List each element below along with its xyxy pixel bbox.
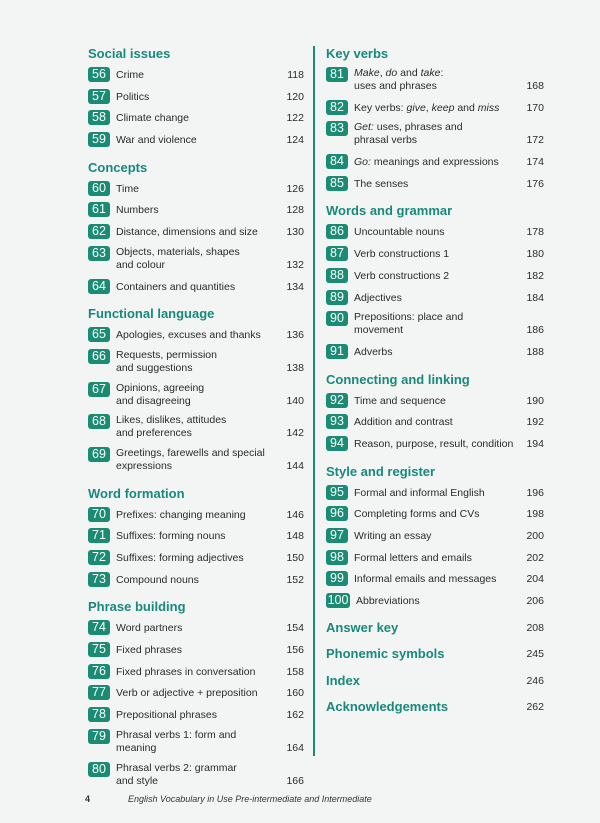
page-number: 164 xyxy=(286,741,304,754)
page-number: 172 xyxy=(526,134,544,147)
unit-number-badge: 81 xyxy=(326,67,348,82)
unit-entry-71[interactable] xyxy=(88,525,304,547)
page-number: 166 xyxy=(286,774,304,787)
unit-title xyxy=(354,156,514,169)
unit-number-badge: 77 xyxy=(88,685,110,700)
page-number: 138 xyxy=(286,361,304,374)
section-title: Answer key xyxy=(326,619,399,635)
unit-number-badge: 62 xyxy=(88,224,110,239)
title-segment: and xyxy=(454,101,478,114)
unit-entry-58[interactable] xyxy=(88,107,304,129)
unit-title xyxy=(354,346,514,359)
unit-title xyxy=(116,509,274,522)
page-number: 128 xyxy=(286,204,304,217)
unit-number-badge: 88 xyxy=(326,268,348,283)
unit-entry-99[interactable] xyxy=(326,568,544,590)
unit-number-badge: 96 xyxy=(326,506,348,521)
page-number: 200 xyxy=(526,530,544,542)
unit-title xyxy=(116,729,274,755)
unit-entry-74[interactable] xyxy=(88,617,304,639)
title-segment: give xyxy=(406,101,426,114)
title-segment: uses, phrases and xyxy=(373,121,463,134)
title-segment: Fixed phrases in conversation xyxy=(116,665,256,678)
page-number: 118 xyxy=(287,69,304,81)
unit-entry-66[interactable] xyxy=(88,346,304,379)
title-segment: Fixed phrases xyxy=(116,644,182,657)
title-segment: Climate change xyxy=(116,112,189,125)
title-segment: Time xyxy=(116,182,139,195)
unit-number-badge: 66 xyxy=(88,349,110,364)
title-segment: Crime xyxy=(116,69,144,81)
unit-title xyxy=(354,226,514,239)
title-segment: Adverbs xyxy=(354,345,393,358)
unit-title xyxy=(116,762,274,788)
title-segment: and xyxy=(397,67,421,79)
title-segment: meanings and expressions xyxy=(370,156,499,169)
page-number: 204 xyxy=(526,573,544,586)
unit-number-badge: 100 xyxy=(327,593,349,608)
contents-column-left xyxy=(88,44,304,791)
title-segment: Numbers xyxy=(116,204,159,217)
page-number: 196 xyxy=(526,486,544,499)
unit-number-badge: 90 xyxy=(326,311,348,326)
page-number: 245 xyxy=(526,648,544,661)
title-segment: Time and sequence xyxy=(354,394,446,407)
unit-title xyxy=(354,552,514,565)
page-number: 156 xyxy=(286,644,304,657)
title-segment: Reason, purpose, result, condition xyxy=(354,437,514,450)
unit-entry-90[interactable] xyxy=(326,308,544,341)
unit-entry-92[interactable] xyxy=(326,390,544,412)
title-segment: War and violence xyxy=(116,134,197,147)
unit-number-badge: 79 xyxy=(88,729,110,744)
title-segment: The senses xyxy=(354,177,409,190)
unit-entry-85[interactable] xyxy=(326,173,544,195)
unit-title xyxy=(354,292,514,305)
unit-entry-57[interactable] xyxy=(88,86,304,108)
page-number: 208 xyxy=(526,621,544,634)
title-segment: Go: xyxy=(354,156,371,169)
unit-title xyxy=(116,329,274,342)
page-number: 188 xyxy=(526,345,544,358)
unit-title xyxy=(354,102,514,115)
page-number: 148 xyxy=(286,530,304,543)
title-segment: Opinions, agreeing xyxy=(116,381,205,394)
unit-number-badge: 99 xyxy=(326,571,348,586)
unit-number-badge: 86 xyxy=(326,224,348,239)
page-number: 140 xyxy=(286,394,304,407)
section-title: Acknowledgements xyxy=(326,699,449,715)
title-segment: Objects, materials, shapes xyxy=(116,245,240,258)
section-heading-functional-language[interactable]: Functional language xyxy=(88,306,215,322)
unit-entry-79[interactable] xyxy=(88,726,304,759)
unit-entry-77[interactable] xyxy=(88,682,304,704)
section-heading-style-and-register[interactable]: Style and register xyxy=(326,463,436,479)
page-number: 186 xyxy=(526,324,544,337)
unit-title xyxy=(354,530,514,543)
page-number: 176 xyxy=(526,177,544,190)
unit-number-badge: 65 xyxy=(88,327,110,342)
footer-book-title: English Vocabulary in Use Pre-intermediate and Intermediate xyxy=(128,794,372,804)
footer-page-number: 4 xyxy=(85,794,91,804)
title-segment: Formal letters and emails xyxy=(354,551,472,564)
section-heading-words-and-grammar[interactable]: Words and grammar xyxy=(326,203,453,219)
unit-entry-56[interactable] xyxy=(88,64,304,86)
title-segment: , xyxy=(425,101,432,114)
unit-entry-81[interactable] xyxy=(326,64,544,97)
title-segment: Make xyxy=(354,67,380,79)
unit-number-badge: 82 xyxy=(326,100,348,115)
title-segment: Apologies, excuses and thanks xyxy=(116,329,261,342)
title-segment: Politics xyxy=(116,90,150,103)
title-segment: , xyxy=(379,67,386,79)
unit-number-badge: 87 xyxy=(326,246,348,261)
title-segment: Word partners xyxy=(116,622,183,635)
page-number: 198 xyxy=(526,508,544,521)
unit-title xyxy=(116,574,274,587)
unit-title xyxy=(116,530,274,543)
title-segment: Containers and quantities xyxy=(116,280,236,293)
page-number: 174 xyxy=(526,156,544,169)
unit-entry-96[interactable] xyxy=(326,503,544,525)
page-number: 146 xyxy=(286,508,304,521)
page-number: 246 xyxy=(526,674,544,687)
unit-title xyxy=(116,281,274,294)
unit-title xyxy=(356,595,514,608)
title-segment: Compound nouns xyxy=(116,573,199,586)
page-number: 126 xyxy=(286,182,304,195)
unit-entry-68[interactable] xyxy=(88,411,304,444)
unit-number-badge: 84 xyxy=(326,154,348,169)
unit-number-badge: 72 xyxy=(88,550,110,565)
title-segment: Uncountable nouns xyxy=(354,226,445,239)
unit-title xyxy=(116,552,274,565)
unit-title xyxy=(354,508,514,521)
unit-entry-62[interactable] xyxy=(88,221,304,243)
page-number: 144 xyxy=(286,459,304,472)
page-number: 192 xyxy=(526,416,544,429)
title-segment: and style xyxy=(116,774,159,787)
unit-entry-97[interactable] xyxy=(326,525,544,547)
unit-title xyxy=(354,311,514,337)
unit-number-badge: 74 xyxy=(88,620,110,635)
unit-number-badge: 94 xyxy=(326,436,348,451)
unit-entry-59[interactable] xyxy=(88,129,304,151)
unit-title xyxy=(116,644,274,657)
unit-title xyxy=(354,573,514,586)
unit-title xyxy=(116,447,274,473)
page-number: 184 xyxy=(526,291,544,304)
page-number: 182 xyxy=(526,269,544,282)
unit-number-badge: 97 xyxy=(326,528,348,543)
title-segment: : xyxy=(440,67,444,79)
title-segment: Prefixes: changing meaning xyxy=(116,508,246,521)
unit-number-badge: 93 xyxy=(326,414,348,429)
section-heading-social-issues[interactable]: Social issues xyxy=(88,46,171,61)
page-number: 180 xyxy=(526,248,544,261)
title-segment: and suggestions xyxy=(116,361,193,374)
unit-entry-73[interactable] xyxy=(88,569,304,591)
unit-entry-60[interactable] xyxy=(88,178,304,200)
section-heading-word-formation[interactable]: Word formation xyxy=(88,485,185,501)
unit-title xyxy=(116,349,274,375)
unit-title xyxy=(116,226,274,239)
unit-entry-95[interactable] xyxy=(326,482,544,504)
title-segment: Greetings, farewells and special xyxy=(116,446,265,459)
title-segment: phrasal verbs xyxy=(354,134,418,147)
section-heading-key-verbs[interactable]: Key verbs xyxy=(326,46,389,61)
unit-entry-89[interactable] xyxy=(326,287,544,309)
page-number: 142 xyxy=(286,427,304,440)
unit-entry-67[interactable] xyxy=(88,379,304,412)
page-number: 132 xyxy=(286,258,304,271)
unit-title xyxy=(116,709,274,722)
unit-number-badge: 91 xyxy=(326,344,348,359)
section-title: Phonemic symbols xyxy=(326,646,445,662)
unit-number-badge: 98 xyxy=(326,550,348,565)
unit-title xyxy=(116,687,274,700)
unit-entry-100[interactable] xyxy=(326,590,544,612)
page-number: 136 xyxy=(286,329,304,342)
unit-entry-65[interactable] xyxy=(88,324,304,346)
unit-title xyxy=(116,246,274,272)
unit-number-badge: 68 xyxy=(88,414,110,429)
page-number: 152 xyxy=(286,573,304,586)
unit-title xyxy=(354,270,514,283)
title-segment: Likes, dislikes, attitudes xyxy=(116,414,227,427)
page-number: 124 xyxy=(286,134,304,147)
title-segment: Adjectives xyxy=(354,291,402,304)
unit-entry-82[interactable] xyxy=(326,97,544,119)
unit-entry-69[interactable] xyxy=(88,444,304,477)
unit-entry-88[interactable] xyxy=(326,265,544,287)
unit-title xyxy=(354,438,514,451)
unit-number-badge: 85 xyxy=(326,176,348,191)
unit-entry-80[interactable] xyxy=(88,759,304,792)
unit-title xyxy=(116,204,274,217)
title-segment: and disagreeing xyxy=(116,394,191,407)
unit-title xyxy=(116,382,274,408)
page-number: 120 xyxy=(286,90,304,103)
page-number: 122 xyxy=(286,112,304,125)
unit-entry-76[interactable] xyxy=(88,661,304,683)
page-number: 202 xyxy=(526,551,544,564)
unit-entry-87[interactable] xyxy=(326,243,544,265)
title-segment: Prepositional phrases xyxy=(116,709,217,722)
unit-number-badge: 57 xyxy=(88,89,110,104)
unit-entry-61[interactable] xyxy=(88,199,304,221)
title-segment: Prepositions: place and movement xyxy=(354,311,464,337)
title-segment: Phrasal verbs 2: grammar xyxy=(116,761,237,774)
unit-number-badge: 58 xyxy=(88,110,110,125)
title-segment: take xyxy=(420,67,441,79)
title-segment: and colour xyxy=(116,258,166,271)
title-segment: do xyxy=(385,67,398,79)
unit-title xyxy=(354,248,514,261)
unit-number-badge: 71 xyxy=(88,528,110,543)
unit-title xyxy=(116,414,274,440)
title-segment: Suffixes: forming nouns xyxy=(116,530,226,543)
unit-entry-83[interactable] xyxy=(326,118,544,151)
unit-entry-86[interactable] xyxy=(326,221,544,243)
column-divider xyxy=(313,46,315,756)
page-number: 150 xyxy=(286,552,304,564)
page-number: 194 xyxy=(526,437,544,450)
section-heading-acknowledgements[interactable] xyxy=(326,697,544,718)
unit-title xyxy=(116,69,274,82)
page-number: 262 xyxy=(526,701,544,714)
page-number: 154 xyxy=(286,622,304,635)
title-segment: and preferences xyxy=(116,427,192,440)
page-number: 178 xyxy=(526,226,544,239)
title-segment: keep xyxy=(431,101,455,114)
section-heading-connecting-and-linking[interactable]: Connecting and linking xyxy=(326,371,470,387)
title-segment: expressions xyxy=(116,459,173,472)
unit-number-badge: 63 xyxy=(88,246,110,261)
unit-entry-94[interactable] xyxy=(326,433,544,455)
title-segment: Abbreviations xyxy=(356,595,420,608)
unit-entry-64[interactable] xyxy=(88,276,304,298)
unit-entry-84[interactable] xyxy=(326,151,544,173)
title-segment: Completing forms and CVs xyxy=(354,508,480,521)
unit-entry-93[interactable] xyxy=(326,411,544,433)
title-segment: Verb constructions 1 xyxy=(354,248,450,261)
page-number: 170 xyxy=(526,101,544,114)
unit-number-badge: 69 xyxy=(88,447,110,462)
title-segment: Informal emails and messages xyxy=(354,573,497,586)
unit-number-badge: 95 xyxy=(326,485,348,500)
title-segment: uses and phrases xyxy=(354,80,437,92)
unit-title xyxy=(354,67,514,93)
title-segment: Verb constructions 2 xyxy=(354,269,450,282)
unit-number-badge: 59 xyxy=(88,132,110,147)
title-segment: Formal and informal English xyxy=(354,486,485,499)
page-number: 206 xyxy=(526,595,544,608)
section-heading-answer-key[interactable] xyxy=(326,618,544,639)
unit-number-badge: 73 xyxy=(88,572,110,587)
page-number: 190 xyxy=(526,394,544,407)
unit-number-badge: 70 xyxy=(88,507,110,522)
unit-title xyxy=(354,487,514,500)
section-heading-phonemic-symbols[interactable] xyxy=(326,644,544,665)
title-segment: Key verbs: xyxy=(354,101,407,114)
section-heading-concepts[interactable]: Concepts xyxy=(88,159,148,175)
unit-entry-91[interactable] xyxy=(326,341,544,363)
unit-title xyxy=(354,178,514,191)
page-number: 168 xyxy=(526,80,544,92)
title-segment: Writing an essay xyxy=(354,530,432,542)
unit-number-badge: 60 xyxy=(88,181,110,196)
page-number: 134 xyxy=(286,280,304,293)
title-segment: Addition and contrast xyxy=(354,416,453,429)
title-segment: Distance, dimensions and size xyxy=(116,226,258,239)
page-number: 162 xyxy=(286,709,304,722)
unit-title xyxy=(116,91,274,104)
unit-number-badge: 89 xyxy=(326,290,348,305)
unit-title xyxy=(116,112,274,125)
unit-title xyxy=(354,416,514,429)
unit-number-badge: 67 xyxy=(88,382,110,397)
unit-entry-98[interactable] xyxy=(326,547,544,569)
unit-title xyxy=(354,121,514,147)
unit-number-badge: 80 xyxy=(88,762,110,777)
contents-column-right xyxy=(326,44,544,718)
unit-title xyxy=(116,183,274,196)
page-number: 158 xyxy=(286,665,304,678)
title-segment: Verb or adjective + preposition xyxy=(116,687,258,700)
unit-entry-75[interactable] xyxy=(88,639,304,661)
unit-number-badge: 83 xyxy=(326,121,348,136)
section-heading-index[interactable] xyxy=(326,671,544,692)
unit-title xyxy=(116,666,274,679)
unit-number-badge: 75 xyxy=(88,642,110,657)
unit-number-badge: 56 xyxy=(88,67,110,82)
unit-number-badge: 64 xyxy=(88,279,110,294)
unit-number-badge: 78 xyxy=(88,707,110,722)
unit-entry-70[interactable] xyxy=(88,504,304,526)
page-number: 160 xyxy=(286,687,304,700)
unit-title xyxy=(354,395,514,408)
title-segment: miss xyxy=(477,101,500,114)
title-segment: Get: xyxy=(354,121,374,134)
unit-entry-78[interactable] xyxy=(88,704,304,726)
title-segment: Phrasal verbs 1: form and meaning xyxy=(116,728,237,754)
section-heading-phrase-building[interactable]: Phrase building xyxy=(88,599,186,615)
title-segment: Suffixes: forming adjectives xyxy=(116,552,244,564)
unit-entry-72[interactable] xyxy=(88,547,304,569)
unit-number-badge: 76 xyxy=(88,664,110,679)
unit-title xyxy=(116,622,274,635)
unit-entry-63[interactable] xyxy=(88,243,304,276)
unit-number-badge: 92 xyxy=(326,393,348,408)
title-segment: Requests, permission xyxy=(116,348,217,361)
section-title: Index xyxy=(326,672,360,688)
page-number: 130 xyxy=(286,226,304,239)
unit-title xyxy=(116,134,274,147)
unit-number-badge: 61 xyxy=(88,202,110,217)
